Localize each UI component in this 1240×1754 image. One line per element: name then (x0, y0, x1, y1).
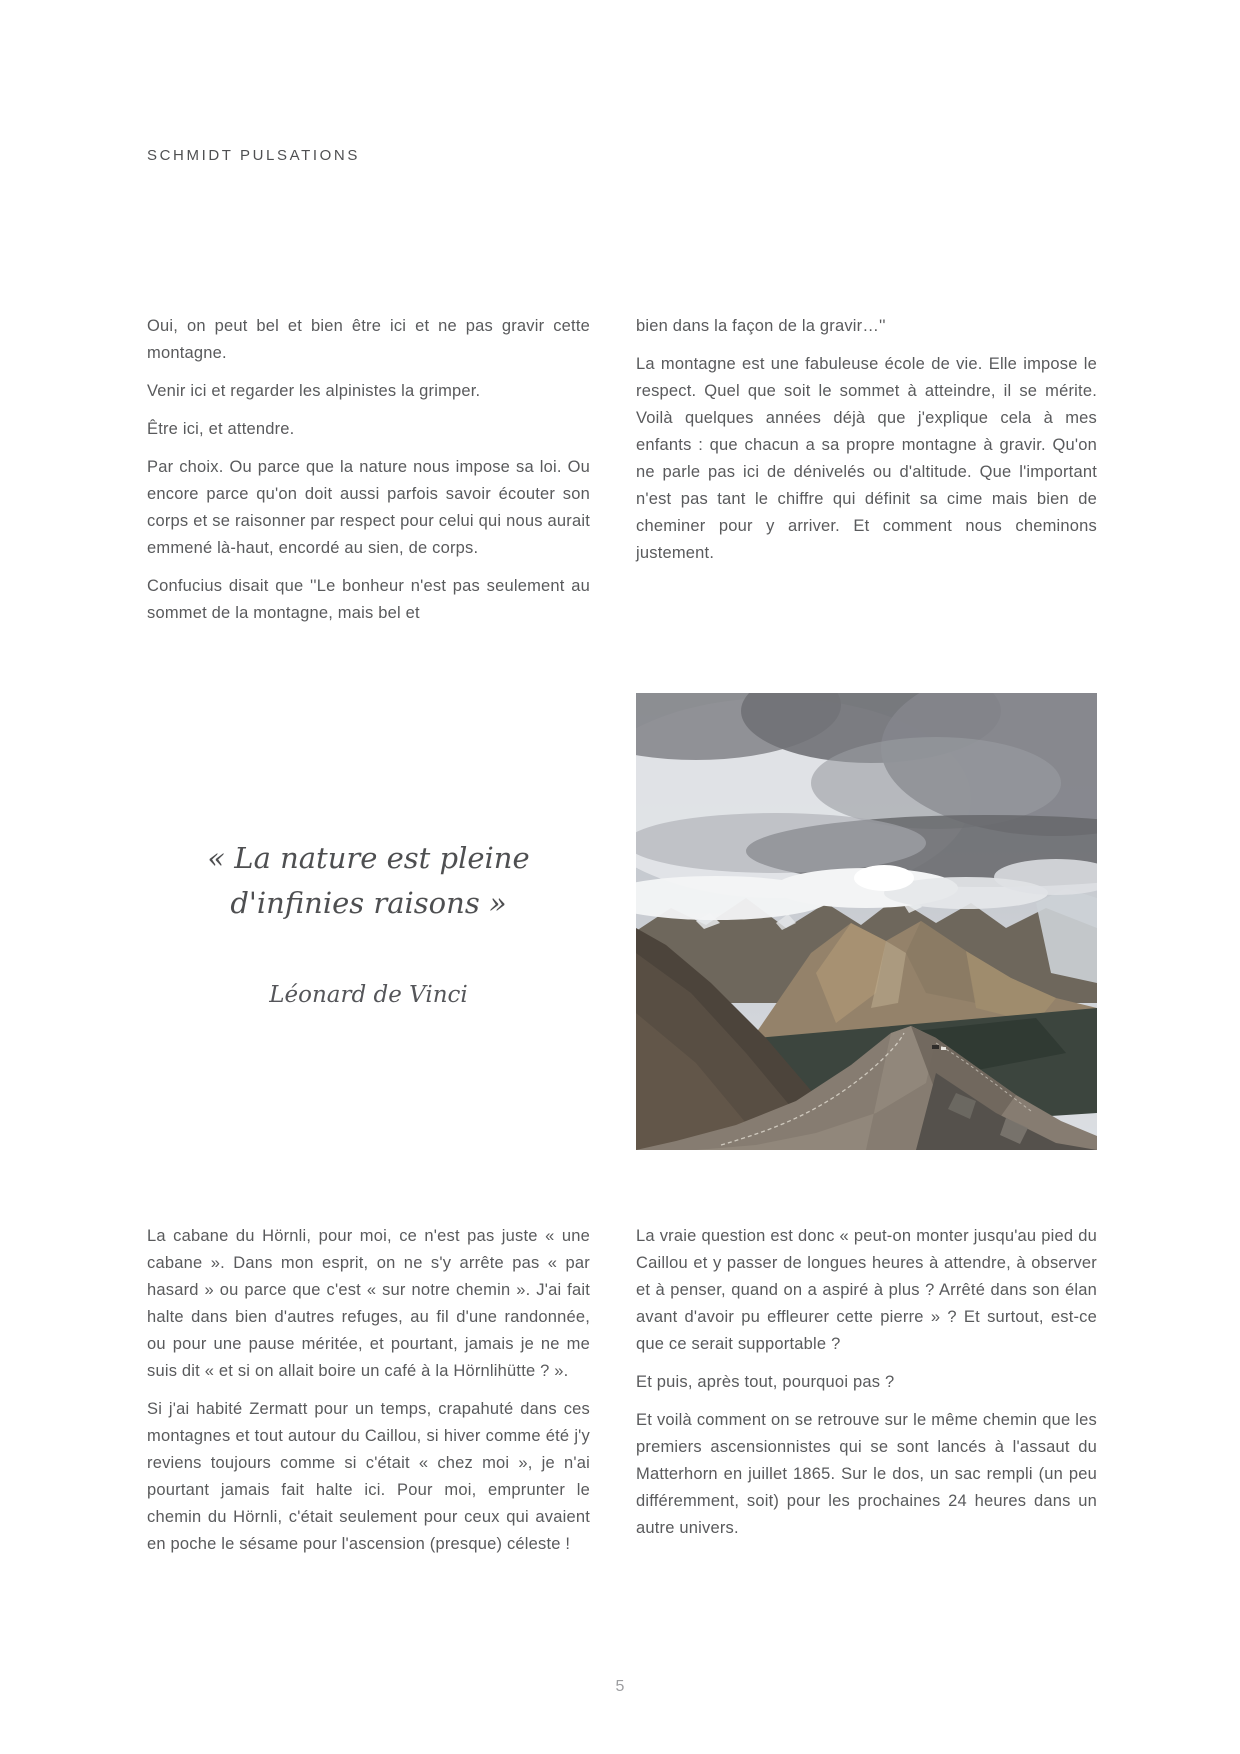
paragraph: La cabane du Hörnli, pour moi, ce n'est pas juste « une cabane ». Dans mon esprit, on ne s'y arrête pas « par hasard » ou parce que c'est « sur notre chemin ». J'ai fait halte dans bien d'autres refuges, au fil d'une randonnée, ou pour une pause méritée, et pourtant, jamais je ne me suis dit « et si on allait boire un café à la Hörnlihütte ? ». (147, 1227, 590, 1380)
paragraph: Et puis, après tout, pourquoi pas ? (636, 1373, 895, 1391)
mountain-photo (636, 693, 1097, 1150)
paragraph: Confucius disait que ''Le bonheur n'est pas seulement au sommet de la montagne, mais bel et (147, 577, 590, 622)
paragraph: La montagne est une fabuleuse école de vie. Elle impose le respect. Quel que soit le sommet à atteindre, il se mérite. Voilà quelques années déjà que j'explique cela à mes enfants : que chacun a sa propre montagne à gravir. Qu'on ne parle pas ici de dénivelés ou d'altitude. Que l'important n'est pas tant le chiffre qui définit sa cime mais bien de cheminer pour y arriver. Et comment nous cheminons justement. (636, 355, 1097, 562)
outro-left-column (147, 1223, 590, 1569)
outro-right-column (636, 1223, 1097, 1569)
paragraph: Par choix. Ou parce que la nature nous impose sa loi. Ou encore parce qu'on doit aussi parfois savoir écouter son corps et se raisonner par respect pour celui qui nous aurait emmené là-haut, encordé au sien, de corps. (147, 458, 590, 557)
paragraph: Venir ici et regarder les alpinistes la grimper. (147, 382, 481, 400)
intro-section (147, 313, 1097, 638)
paragraph: bien dans la façon de la gravir…'' (636, 317, 886, 335)
paragraph: Si j'ai habité Zermatt pour un temps, crapahuté dans ces montagnes et tout autour du Caillou, si hiver comme été j'y reviens toujours comme si c'était « chez moi », je n'ai pourtant jamais fait halte ici. Pour moi, emprunter le chemin du Hörnli, c'était seulement pour ceux qui avaient en poche le sésame pour l'ascension (presque) céleste ! (147, 1400, 590, 1553)
brand-header: SCHMIDT PULSATIONS (147, 147, 360, 164)
intro-left-column (147, 313, 590, 638)
mountain-landscape-illustration (636, 693, 1097, 1150)
pull-quote: « La nature est pleine d'infinies raisons » (207, 841, 530, 920)
paragraph: Oui, on peut bel et bien être ici et ne pas gravir cette montagne. (147, 317, 590, 362)
paragraph: Être ici, et attendre. (147, 420, 295, 438)
outro-section (147, 1223, 1097, 1569)
quote-attribution: Léonard de Vinci (269, 982, 468, 1008)
intro-right-column (636, 313, 1097, 638)
paragraph: Et voilà comment on se retrouve sur le même chemin que les premiers ascensionnistes qui se sont lancés à l'assaut du Matterhorn en juillet 1865. Sur le dos, un sac rempli (un peu différemment, soit) pour les prochaines 24 heures dans un autre univers. (636, 1411, 1097, 1537)
paragraph: La vraie question est donc « peut-on monter jusqu'au pied du Caillou et y passer de longues heures à attendre, à observer et à penser, quand on a aspiré à plus ? Arrêté dans son élan avant d'avoir pu effleurer cette pierre » ? Et surtout, est-ce que ce serait supportable ? (636, 1227, 1097, 1353)
page-number: 5 (615, 1678, 625, 1695)
